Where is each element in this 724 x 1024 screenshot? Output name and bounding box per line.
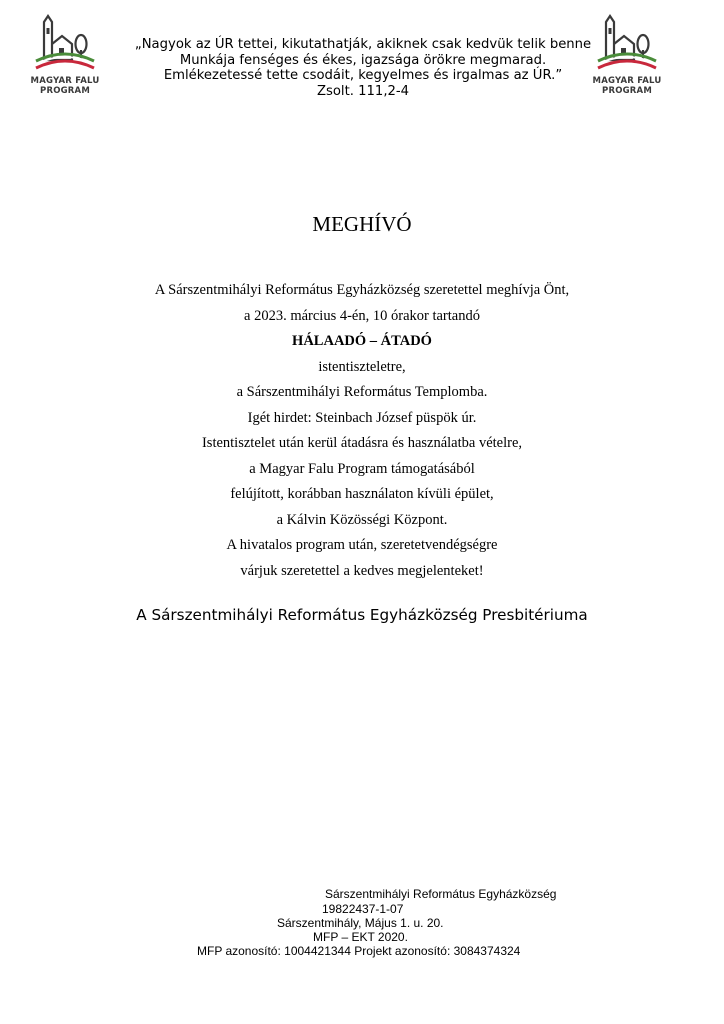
psalm-quote: [120, 37, 606, 99]
magyar-falu-program-logo-right: [588, 14, 666, 104]
body-line: várjuk szeretettel a kedves megjelenteket!: [240, 562, 484, 579]
magyar-falu-program-logo-left: [26, 14, 104, 104]
invitation-body: [0, 281, 724, 587]
body-line: felújított, korábban használaton kívüli épület,: [230, 486, 494, 502]
quote-line-3: Emlékezetessé tette csodáit, kegyelmes és irgalmas az ÚR.”: [163, 68, 563, 83]
quote-line-2: Munkája fenséges és ékes, igazsága örökre megmarad.: [179, 52, 547, 68]
footer-identifiers: MFP azonosító: 1004421344 Projekt azonosító: 3084374324: [197, 944, 521, 958]
signature: A Sárszentmihályi Református Egyházközség Presbitériuma: [136, 606, 588, 624]
body-line: A hivatalos program után, szeretetvendégségre: [226, 537, 498, 553]
logo-right-line2: PROGRAM: [602, 86, 652, 96]
event-name: HÁLAADÓ – ÁTADÓ: [292, 333, 432, 349]
footer-program-code: MFP – EKT 2020.: [313, 930, 408, 944]
logo-right-line1: MAGYAR FALU: [592, 76, 662, 86]
body-line: a Sárszentmihályi Református Templomba.: [236, 384, 488, 400]
body-line: istentiszteletre,: [318, 358, 406, 375]
body-line: Igét hirdet: Steinbach József püspök úr.: [247, 409, 477, 426]
quote-line-4: Zsolt. 111,2-4: [316, 83, 410, 99]
body-line: a 2023. március 4-én, 10 órakor tartandó: [244, 307, 480, 324]
footer-address: Sárszentmihály, Május 1. u. 20.: [277, 916, 444, 930]
body-line: Istentisztelet után kerül átadásra és használatba vételre,: [201, 435, 523, 451]
body-line: a Magyar Falu Program támogatásából: [249, 460, 475, 477]
quote-line-1: „Nagyok az ÚR tettei, kikutathatják, akiknek csak kedvük telik benne: [134, 37, 592, 52]
body-line: A Sárszentmihályi Református Egyházközség szeretettel meghívja Önt,: [154, 282, 570, 298]
body-line: a Kálvin Közösségi Központ.: [276, 511, 448, 528]
logo-left-line2: PROGRAM: [40, 86, 90, 96]
village-church-icon: [26, 14, 104, 76]
invitation-title: MEGHÍVÓ: [312, 212, 412, 236]
footer-tax-number: 19822437-1-07: [322, 902, 404, 916]
footer-organization: Sárszentmihályi Református Egyházközség: [325, 887, 557, 901]
village-church-icon: [588, 14, 666, 76]
logo-left-line1: MAGYAR FALU: [30, 76, 100, 86]
